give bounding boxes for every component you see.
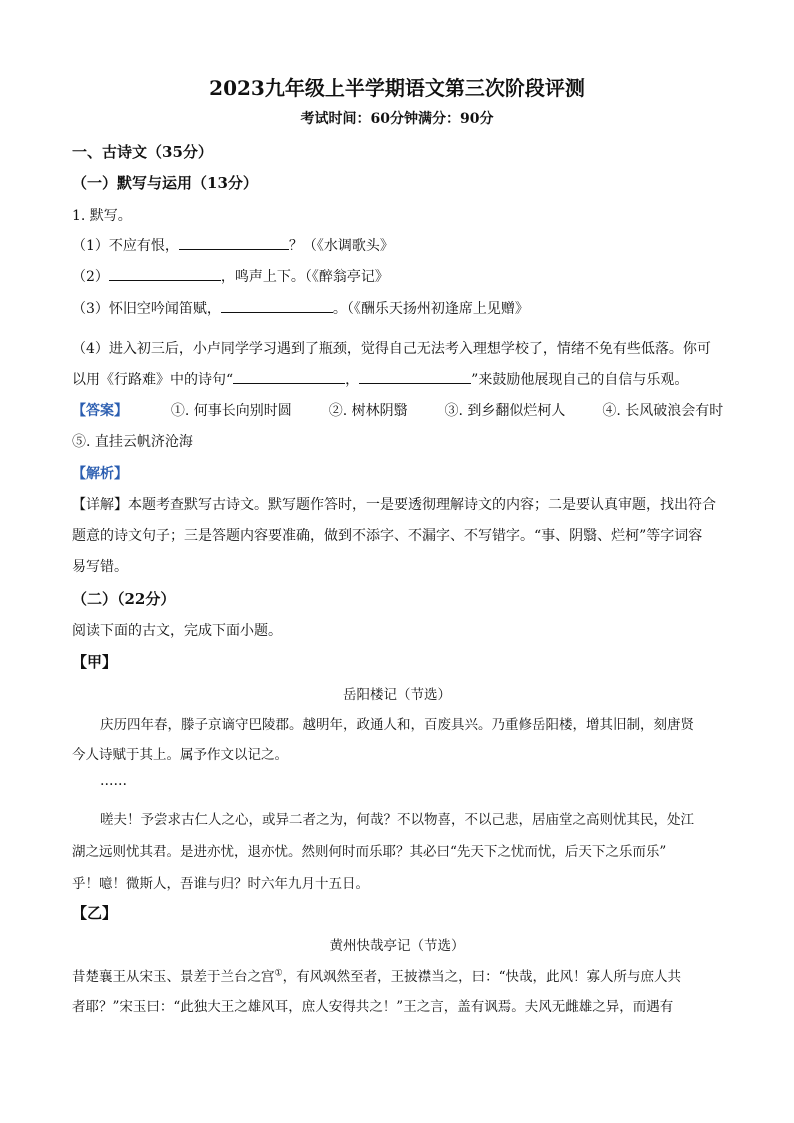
- answer-blank[interactable]: [179, 235, 289, 250]
- passage-text: 者耶？”宋玉曰：“此独大王之雄风耳，庶人安得共之！”王之言，盖有讽焉。夫风无雌雄之异，而遇有: [72, 999, 674, 1015]
- answer-item: ⑤. 直挂云帆济沧海: [72, 434, 193, 450]
- passage-text: 乎！噫！微斯人，吾谁与归？时六年九月十五日。: [72, 876, 369, 892]
- page-title: 2023九年级上半学期语文第三次阶段评测: [209, 76, 585, 100]
- answer-item: ③. 到乡翻似烂柯人: [444, 403, 566, 419]
- q1-2-text-b: ，鸣声上下。（《醉翁亭记》: [220, 269, 389, 285]
- passage-title: 岳阳楼记（节选）: [343, 687, 451, 703]
- q1-4-text-b: ，: [345, 372, 360, 388]
- q1-3-text-b: 。（《酬乐天扬州初逢席上见赠》: [332, 301, 529, 317]
- question-1-4-line2: [72, 369, 688, 389]
- detail-text: 【详解】本题考查默写古诗文。默写题作答时，一是要透彻理解诗文的内容；二是要认真审题，找出符合: [72, 497, 716, 513]
- part-heading: （一）默写与运用（13分）: [72, 174, 258, 192]
- question-1-1: [72, 235, 394, 255]
- passage-text: [72, 965, 681, 985]
- passage-ellipsis: ……: [100, 773, 127, 789]
- answer-item: ②. 树林阴翳: [328, 403, 408, 419]
- answer-tag: 【答案】: [72, 403, 128, 419]
- answer-blank[interactable]: [233, 369, 345, 384]
- answer-item: ①. 何事长向别时圆: [170, 403, 292, 419]
- question-1: 1. 默写。: [72, 208, 132, 224]
- passage-text: 嗟夫！予尝求古仁人之心，或异二者之为，何哉？不以物喜，不以己悲，居庙堂之高则忧其民，处江: [100, 812, 694, 828]
- q1-1-text-b: ？（《水调歌头》: [288, 238, 394, 254]
- passage-marker-yi: 【乙】: [72, 904, 118, 922]
- passage-marker-jia: 【甲】: [72, 653, 118, 671]
- footnote-marker: ①: [274, 968, 283, 979]
- passage-text: 湖之远则忧其君。是进亦忧，退亦忧。然则何时而乐耶？其必曰“先天下之忧而忧，后天下之乐而乐”: [72, 844, 667, 860]
- passage-text: 庆历四年春，滕子京谪守巴陵郡。越明年，政通人和，百废具兴。乃重修岳阳楼，增其旧制，刻唐贤: [100, 717, 694, 733]
- passage-title: 黄州快哉亭记（节选）: [329, 938, 465, 954]
- section-heading: 一、古诗文（35分）: [72, 143, 213, 161]
- q1-4-text-a: 以用《行路难》中的诗句“: [72, 372, 234, 388]
- q1-4-text-c: ”来鼓励他展现自己的自信与乐观。: [471, 372, 689, 388]
- answer-blank[interactable]: [359, 369, 471, 384]
- q1-2-text-a: （2）: [72, 269, 109, 285]
- q1-1-text-a: （1）不应有恨，: [72, 238, 179, 254]
- passage-text: 今人诗赋于其上。属予作文以记之。: [72, 747, 288, 763]
- q1-3-text-a: （3）怀旧空吟闻笛赋，: [72, 301, 221, 317]
- detail-text: 易写错。: [72, 559, 128, 575]
- part-heading: （二）（22分）: [72, 590, 176, 608]
- question-1-4-line1: （4）进入初三后，小卢同学学习遇到了瓶颈，觉得自己无法考入理想学校了，情绪不免有些低落。你可: [72, 341, 711, 357]
- reading-instruction: 阅读下面的古文，完成下面小题。: [72, 623, 282, 639]
- analysis-tag: 【解析】: [72, 466, 128, 482]
- answer-line: [72, 400, 729, 420]
- answer-blank[interactable]: [221, 298, 333, 313]
- question-1-3: [72, 298, 529, 318]
- passage-text-b: ，有风飒然至者，王披襟当之，曰：“快哉，此风！寡人所与庶人共: [282, 969, 681, 985]
- passage-text-a: 昔楚襄王从宋玉、景差于兰台之宫: [72, 969, 275, 985]
- answer-item: ④. 长风破浪会有时: [602, 403, 724, 419]
- question-1-2: [72, 266, 389, 286]
- detail-text: 题意的诗文句子；三是答题内容要准确，做到不添字、不漏字、不写错字。“事、阴翳、烂柯”等字词容: [72, 528, 703, 544]
- exam-info: 考试时间：60分钟满分：90分: [300, 111, 494, 127]
- answer-blank[interactable]: [109, 266, 221, 281]
